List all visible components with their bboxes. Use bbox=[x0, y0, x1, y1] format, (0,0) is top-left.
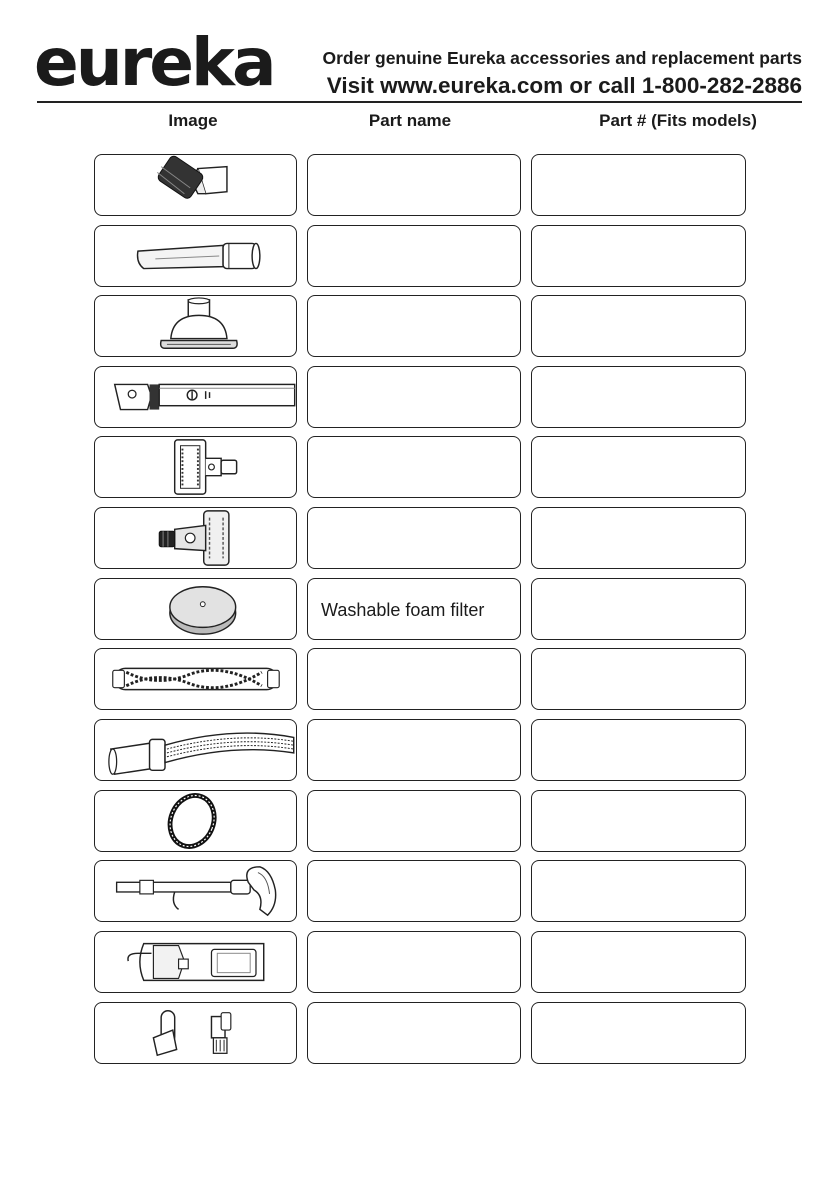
eureka-logo bbox=[34, 24, 274, 101]
table-row bbox=[94, 931, 746, 993]
wand-handle-icon bbox=[95, 861, 296, 921]
part-image-cell bbox=[94, 931, 297, 993]
logo-text: eureka bbox=[34, 24, 274, 101]
dusting-brush-icon bbox=[95, 155, 296, 215]
table-row bbox=[94, 154, 746, 216]
part-number-field[interactable] bbox=[531, 578, 746, 640]
part-image-cell bbox=[94, 436, 297, 498]
column-header-image: Image bbox=[168, 111, 218, 130]
tagline-order: Order genuine Eureka accessories and replacement parts bbox=[322, 48, 802, 68]
power-nozzle-icon bbox=[95, 508, 296, 568]
part-name-field[interactable] bbox=[307, 719, 521, 781]
header-tagline bbox=[322, 47, 802, 101]
part-name-field[interactable] bbox=[307, 436, 521, 498]
part-name-text: Washable foam filter bbox=[321, 600, 485, 620]
column-header-part-name: Part name bbox=[368, 111, 452, 130]
part-number-field[interactable] bbox=[531, 1002, 746, 1064]
part-name-field[interactable] bbox=[307, 507, 521, 569]
table-row bbox=[94, 578, 746, 640]
part-image-cell bbox=[94, 860, 297, 922]
part-number-field[interactable] bbox=[531, 366, 746, 428]
part-number-field[interactable] bbox=[531, 225, 746, 287]
part-name-field[interactable] bbox=[307, 648, 521, 710]
part-number-field[interactable] bbox=[531, 860, 746, 922]
table-row bbox=[94, 648, 746, 710]
extension-wand-icon bbox=[95, 367, 296, 427]
part-image-cell bbox=[94, 719, 297, 781]
part-name-field[interactable] bbox=[307, 860, 521, 922]
part-image-cell bbox=[94, 648, 297, 710]
part-name-field[interactable] bbox=[307, 931, 521, 993]
table-row bbox=[94, 225, 746, 287]
part-image-cell bbox=[94, 507, 297, 569]
part-image-cell bbox=[94, 295, 297, 357]
table-row bbox=[94, 860, 746, 922]
part-name-field[interactable] bbox=[307, 295, 521, 357]
table-row bbox=[94, 719, 746, 781]
part-name-field[interactable] bbox=[307, 154, 521, 216]
brushroll-icon bbox=[95, 649, 296, 709]
turbo-brush-icon bbox=[95, 437, 296, 497]
foam-filter-icon bbox=[95, 579, 296, 639]
part-number-field[interactable] bbox=[531, 507, 746, 569]
part-name-field[interactable] bbox=[307, 366, 521, 428]
upholstery-tool-icon bbox=[95, 296, 296, 356]
part-name-field[interactable] bbox=[307, 1002, 521, 1064]
table-row bbox=[94, 790, 746, 852]
tagline-contact: Visit www.eureka.com or call 1-800-282-2886 bbox=[326, 73, 802, 98]
header-divider bbox=[37, 101, 802, 103]
part-number-field[interactable] bbox=[531, 931, 746, 993]
table-row bbox=[94, 1002, 746, 1064]
hose-icon bbox=[95, 720, 296, 780]
part-image-cell bbox=[94, 154, 297, 216]
part-number-field[interactable] bbox=[531, 719, 746, 781]
part-number-field[interactable] bbox=[531, 436, 746, 498]
part-name-field[interactable] bbox=[307, 790, 521, 852]
part-name-field[interactable] bbox=[307, 578, 521, 640]
table-row bbox=[94, 366, 746, 428]
part-number-field[interactable] bbox=[531, 295, 746, 357]
belt-icon bbox=[95, 791, 296, 851]
part-image-cell bbox=[94, 1002, 297, 1064]
part-number-field[interactable] bbox=[531, 648, 746, 710]
crevice-tool-icon bbox=[95, 226, 296, 286]
part-number-field[interactable] bbox=[531, 790, 746, 852]
dirt-cup-icon bbox=[95, 932, 296, 992]
part-image-cell bbox=[94, 790, 297, 852]
table-row bbox=[94, 295, 746, 357]
column-header-part-number: Part # (Fits models) bbox=[599, 111, 757, 130]
part-number-field[interactable] bbox=[531, 154, 746, 216]
tool-holders-icon bbox=[95, 1003, 296, 1063]
table-row bbox=[94, 436, 746, 498]
table-row bbox=[94, 507, 746, 569]
part-name-field[interactable] bbox=[307, 225, 521, 287]
part-image-cell bbox=[94, 225, 297, 287]
part-image-cell bbox=[94, 578, 297, 640]
part-image-cell bbox=[94, 366, 297, 428]
